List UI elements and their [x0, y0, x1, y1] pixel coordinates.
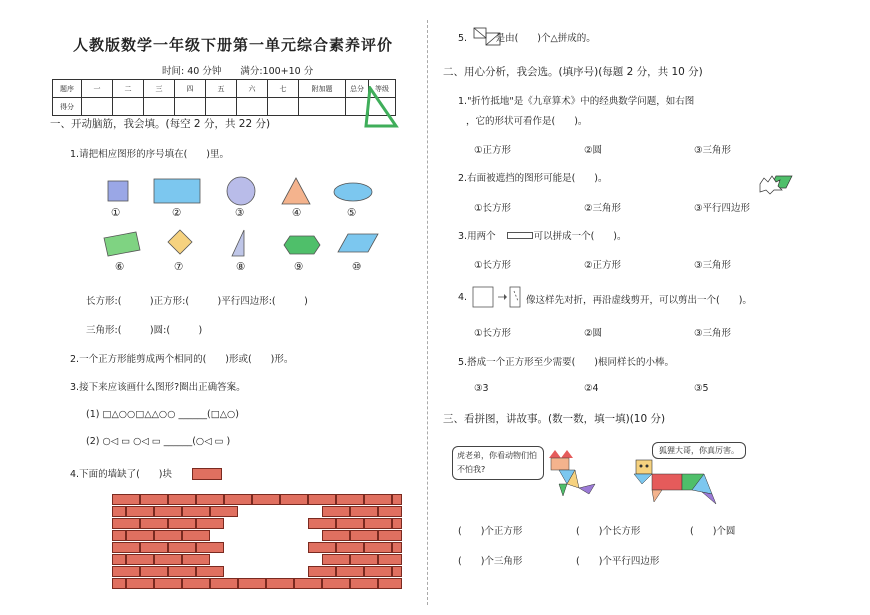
brick: [182, 578, 210, 589]
brick: [112, 566, 140, 577]
table-cell: 等级: [369, 80, 396, 98]
brick: [210, 578, 238, 589]
r-question-4: 像这样先对折，再沿虚线剪开，可以剪出一个( )。: [526, 295, 752, 306]
shape-number: ⑦: [174, 261, 184, 273]
brick: [140, 566, 168, 577]
brick: [126, 530, 154, 541]
shape-number: ⑤: [347, 207, 357, 219]
option[interactable]: ①长方形: [474, 260, 512, 271]
option[interactable]: ③三角形: [694, 145, 732, 156]
page-title: 人教版数学一年级下册第一单元综合素养评价: [73, 36, 394, 54]
ellipse-shape: [334, 183, 372, 201]
shape-number: ⑨: [294, 261, 304, 273]
r-question-1b: ，它的形状可看作是( )。: [466, 116, 588, 127]
brick: [364, 494, 392, 505]
option[interactable]: ②圆: [584, 328, 603, 339]
table-cell[interactable]: [82, 98, 113, 116]
option[interactable]: ③三角形: [694, 328, 732, 339]
speech-bubble-tiger: 虎老弟，你看动物们怕不怕我?: [452, 446, 544, 480]
right-triangle-shape: [232, 230, 244, 256]
tangram-tiger-icon: [632, 458, 722, 510]
brick: [308, 542, 336, 553]
table-cell: 三: [144, 80, 175, 98]
parallelogram-shape: [104, 232, 140, 256]
r-question-2: 2.右面被遮挡的图形可能是( )。: [458, 173, 608, 184]
brick: [112, 530, 126, 541]
table-cell[interactable]: [206, 98, 237, 116]
brick: [182, 506, 210, 517]
r-question-4-num: 4.: [458, 292, 468, 303]
brick: [378, 530, 402, 541]
brick: [196, 542, 224, 553]
brick: [140, 518, 168, 529]
option[interactable]: ③平行四边形: [694, 203, 751, 214]
brick: [294, 578, 322, 589]
r-question-3: 3.用两个 可以拼成一个( )。: [458, 231, 627, 242]
table-cell[interactable]: [175, 98, 206, 116]
table-cell: 七: [268, 80, 299, 98]
column-divider: [427, 20, 428, 605]
brick: [392, 542, 402, 553]
table-cell[interactable]: [237, 98, 268, 116]
question-3-2: (2) ○◁ ▭ ○◁ ▭ ______(○◁ ▭ ): [86, 436, 231, 447]
question-3: 3.接下来应该画什么图形?圈出正确答案。: [70, 382, 246, 393]
table-cell: 总分: [346, 80, 369, 98]
brick: [126, 578, 154, 589]
count-item: ( )个正方形: [458, 526, 523, 537]
shapes-row: [100, 228, 390, 262]
brick: [392, 518, 402, 529]
question-5: 5. 是由( )个△拼成的。: [458, 33, 596, 44]
option[interactable]: ②正方形: [584, 260, 622, 271]
brick: [210, 506, 238, 517]
shape-number: ⑧: [236, 261, 246, 273]
rectangle-shape: [154, 179, 200, 203]
brick: [308, 518, 336, 529]
brick: [154, 554, 182, 565]
brick: [266, 578, 294, 589]
shape-number: ③: [235, 207, 245, 219]
brick: [182, 554, 210, 565]
slanted-parallelogram-shape: [338, 234, 378, 252]
brick: [280, 494, 308, 505]
brick: [140, 542, 168, 553]
question-1: 1.请把相应图形的序号填在( )里。: [70, 149, 229, 160]
brick: [112, 554, 126, 565]
brick: [126, 506, 154, 517]
hidden-shape-icon: [758, 172, 794, 196]
option[interactable]: ②4: [584, 383, 599, 394]
shape-number: ⑩: [352, 261, 362, 273]
section-1-title: 一、开动脑筋，我会填。(每空 2 分，共 22 分): [50, 118, 271, 130]
count-item: ( )个三角形: [458, 556, 523, 567]
table-cell: 得分: [53, 98, 82, 116]
brick: [350, 554, 378, 565]
count-item: ( )个长方形: [576, 526, 641, 537]
question-2: 2.一个正方形能剪成两个相同的( )形或( )形。: [70, 354, 294, 365]
shape-number: ①: [111, 207, 121, 219]
circle-shape: [227, 177, 255, 205]
score-table-header: [53, 80, 396, 98]
brick: [322, 530, 350, 541]
brick-icon: [192, 468, 222, 480]
brick: [182, 530, 210, 541]
brick: [322, 506, 350, 517]
table-cell[interactable]: [144, 98, 175, 116]
brick: [350, 530, 378, 541]
brick: [168, 566, 196, 577]
table-cell: 六: [237, 80, 268, 98]
brick: [364, 518, 392, 529]
brick-wall: [112, 494, 402, 589]
table-cell: 一: [82, 80, 113, 98]
table-cell: 四: [175, 80, 206, 98]
brick: [350, 578, 378, 589]
brick: [196, 518, 224, 529]
score-table: [52, 79, 396, 116]
brick: [378, 554, 402, 565]
option[interactable]: ③5: [694, 383, 709, 394]
brick: [154, 530, 182, 541]
option[interactable]: ②圆: [584, 145, 603, 156]
table-cell: 五: [206, 80, 237, 98]
brick: [154, 578, 182, 589]
count-item: ( )个圆: [690, 526, 736, 537]
tangram-fox-icon: [545, 448, 603, 500]
table-cell[interactable]: [268, 98, 299, 116]
brick: [336, 542, 364, 553]
brick: [322, 578, 350, 589]
brick: [308, 494, 336, 505]
option[interactable]: ①长方形: [474, 203, 512, 214]
fold-paper-icon: [472, 285, 522, 311]
brick: [196, 494, 224, 505]
brick: [154, 506, 182, 517]
r-question-5: 5.搭成一个正方形至少需要( )根同样长的小棒。: [458, 357, 674, 368]
brick: [252, 494, 280, 505]
shape-number: ⑥: [115, 261, 125, 273]
brick: [112, 518, 140, 529]
brick: [364, 566, 392, 577]
score-table-row: [53, 98, 396, 116]
count-item: ( )个平行四边形: [576, 556, 660, 567]
brick: [126, 554, 154, 565]
question-3-1: (1) □△○○□△△○○ ______(□△○): [86, 409, 240, 420]
fill-line-2: 三角形:( )圆:( ): [86, 325, 203, 336]
brick: [378, 578, 402, 589]
option[interactable]: ①正方形: [474, 145, 512, 156]
triangle-shape: [282, 178, 310, 204]
triangle-doodle-icon: [360, 86, 400, 128]
brick: [336, 566, 364, 577]
table-cell: 题序: [53, 80, 82, 98]
brick: [322, 554, 350, 565]
speech-bubble-fox: 狐狸大哥，你真厉害。: [652, 442, 746, 459]
table-cell: 二: [113, 80, 144, 98]
brick: [168, 518, 196, 529]
section-3-title: 三、看拼图，讲故事。(数一数，填一填)(10 分): [443, 413, 666, 425]
brick: [112, 578, 126, 589]
question-4: 4.下面的墙缺了( )块: [70, 469, 172, 480]
option[interactable]: ③3: [474, 383, 489, 394]
square-shape: [108, 181, 128, 201]
table-cell: 附加题: [299, 80, 346, 98]
brick: [378, 506, 402, 517]
brick: [112, 494, 140, 505]
brick: [224, 494, 252, 505]
brick: [196, 566, 224, 577]
brick: [364, 542, 392, 553]
diamond-shape: [168, 230, 192, 254]
brick: [350, 506, 378, 517]
brick: [336, 518, 364, 529]
brick: [392, 494, 402, 505]
shape-number: ④: [292, 207, 302, 219]
time-info: 时间: 40 分钟 满分:100+10 分: [162, 66, 314, 77]
r-question-1a: 1."折竹抵地"是《九章算术》中的经典数学问题，如右图: [458, 96, 695, 107]
fill-line-1: 长方形:( )正方形:( )平行四边形:( ): [86, 296, 308, 307]
brick: [238, 578, 266, 589]
brick: [168, 494, 196, 505]
stick-icon: [507, 232, 533, 239]
section-2-title: 二、用心分析，我会选。(填序号)(每题 2 分，共 10 分): [443, 66, 703, 78]
shape-number: ②: [172, 207, 182, 219]
table-cell[interactable]: [113, 98, 144, 116]
option[interactable]: ①长方形: [474, 328, 512, 339]
brick: [140, 494, 168, 505]
brick: [308, 566, 336, 577]
brick: [392, 566, 402, 577]
hexagon-shape: [284, 236, 320, 254]
brick: [336, 494, 364, 505]
option[interactable]: ③三角形: [694, 260, 732, 271]
table-cell[interactable]: [299, 98, 346, 116]
brick: [168, 542, 196, 553]
option[interactable]: ②三角形: [584, 203, 622, 214]
brick: [112, 506, 126, 517]
brick: [112, 542, 140, 553]
